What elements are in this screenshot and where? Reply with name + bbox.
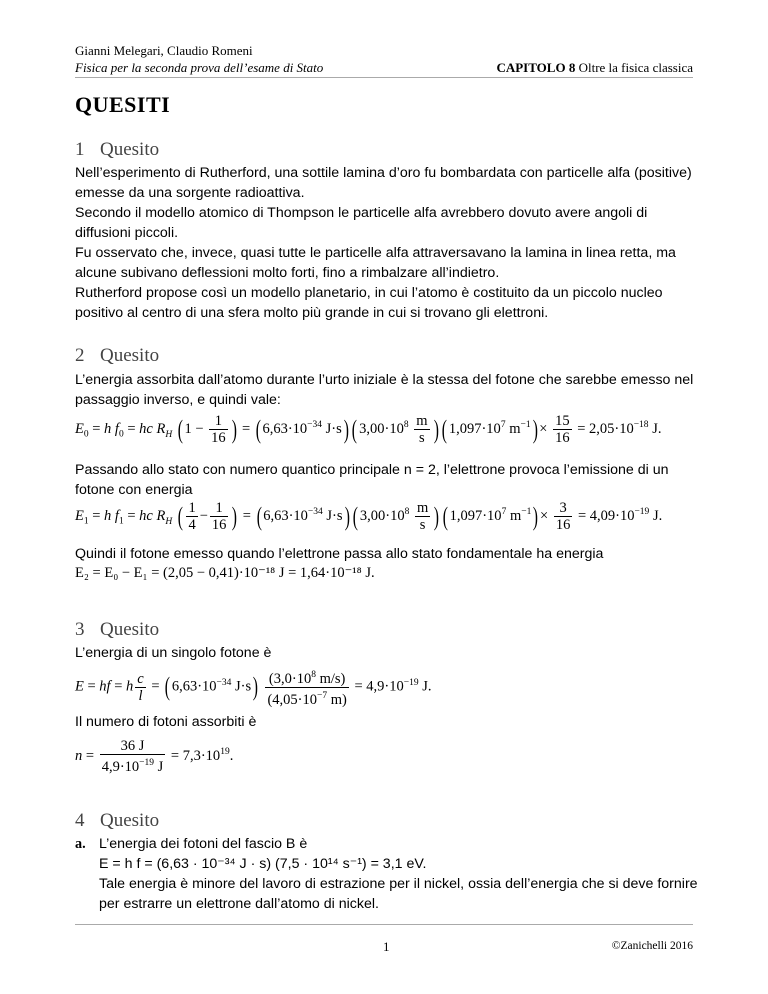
section-2-intro (75, 370, 695, 410)
equation-photon-energy: E = hf = h $\frac{c}{l}$ = ( $6,63\cdot 10^{-34}$ J·s) $\frac{(3,0\cdot 10^8 m/s)}{(4,05\cdot 10^{-7} m)}$ = $4,9\cdot 10^{-19}$ J. (75, 667, 431, 708)
text-line: Fu osservato che, invece, quasi tutte le particelle alfa attraversavano la lamina in linea retta, ma (75, 245, 676, 261)
text-line: Rutherford propose così un modello planetario, in cui l’atomo è costituito da un piccolo nucleo (75, 285, 663, 301)
section-number: 2 (75, 345, 85, 366)
text-line: passaggio inverso, e quindi vale: (75, 392, 281, 408)
section-2-middle (75, 460, 695, 500)
text-line: alcune subivano deflessioni molto forti, fino a rimbalzare all’indietro. (75, 265, 500, 281)
chapter-heading (496, 59, 693, 76)
text-line: E = h f = (6,63 · 10⁻³⁴ J · s) (7,5 · 10¹⁴ s⁻¹) = 3,1 eV. (99, 856, 427, 872)
chapter-label: CAPITOLO 8 (496, 60, 576, 75)
text-line: Quindi il fotone emesso quando l’elettrone passa allo stato fondamentale ha energia (75, 546, 604, 562)
text-line: fotone con energia (75, 482, 193, 498)
text-line: Passando allo stato con numero quantico principale n = 2, l’elettrone provoca l’emissione di un (75, 462, 669, 478)
section-number: 4 (75, 810, 85, 831)
section-4-heading (75, 810, 159, 832)
section-number: 3 (75, 619, 85, 640)
section-2-heading (75, 345, 159, 367)
section-title: Quesito (100, 810, 160, 831)
text-line: Secondo il modello atomico di Thompson le particelle alfa avrebbero dovuto avere angoli di (75, 205, 648, 221)
copyright: ©Zanichelli 2016 (611, 940, 693, 952)
section-number: 1 (75, 139, 85, 160)
page-number: 1 (383, 939, 390, 954)
text-line: per estrarre un elettrone dall’atomo di nickel. (99, 896, 379, 912)
book-title: Fisica per la seconda prova dell’esame di Stato (75, 60, 324, 75)
equation-photon-count: n = $\frac{36 J}{4,9\cdot 10^{-19} J}$ = $7,3\cdot 10^{19}$. (75, 738, 234, 775)
header-left (75, 42, 323, 76)
authors: Gianni Melegari, Claudio Romeni (75, 43, 253, 58)
section-title: Quesito (100, 619, 160, 640)
text-line: Il numero di fotoni assorbiti è (75, 714, 257, 730)
section-3-middle (75, 712, 695, 732)
text-line: positivo al centro di una sfera molto più grande in cui si trovano gli elettroni. (75, 305, 549, 321)
text-line: emesse da una sorgente radioattiva. (75, 185, 305, 201)
text-line: Tale energia è minore del lavoro di estrazione per il nickel, ossia dell’energia che si deve fornire (99, 876, 698, 892)
equation-e1: $E_1 = h$ $f_1$ = hc $R_H$ ( $\frac{1}{4}$ − $\frac{1}{16}$ ) = ( $6,63\cdot 10^{-34}$ J·s) ( $3,00\cdot 10^8$ $\frac{m}{s}$ ) ( $1,097\cdot 10^7$ $m^{-1}$) × $\frac{3}{16}$ = $4,09\cdot 10^{-19}$ J. (75, 500, 663, 533)
chapter-title: Oltre la fisica classica (578, 60, 693, 75)
equation-e2: E₂ = E₀ − E₁ = (2,05 − 0,41)·10⁻¹⁸ J = 1,64·10⁻¹⁸ J. (75, 565, 375, 581)
text-line: L’energia dei fotoni del fascio B è (99, 836, 308, 852)
text-line: L’energia assorbita dall’atomo durante l’urto iniziale è la stessa del fotone che sarebbe emesso nel (75, 372, 694, 388)
section-title: Quesito (100, 139, 160, 160)
text-line: diffusioni piccoli. (75, 225, 179, 241)
section-2-after (75, 544, 695, 564)
item-body (99, 834, 699, 914)
section-title: Quesito (100, 345, 160, 366)
section-3-heading (75, 619, 159, 641)
page-title: QUESITI (75, 92, 171, 117)
text-line: L’energia di un singolo fotone è (75, 645, 272, 661)
section-3-intro (75, 643, 695, 663)
footer-divider (75, 924, 693, 925)
section-1-heading (75, 139, 159, 161)
section-1-text (75, 163, 695, 323)
equation-e0: $E_0 = h$ $f_0$ = hc $R_H$ ( 1 − $\frac{1}{16}$ ) = ( $6,63\cdot 10^{-34}$ J·s) ( $3,00\cdot 10^8$ $\frac{m}{s}$ ) ( $1,097\cdot 10^7$ $m^{-1}$) × $\frac{15}{16}$ = $2,05\cdot 10^{-18}$ J. (75, 413, 662, 446)
header-divider (75, 77, 693, 78)
item-label: a. (75, 836, 86, 852)
text-line: Nell’esperimento di Rutherford, una sottile lamina d’oro fu bombardata con particelle alfa (positive) (75, 165, 692, 181)
